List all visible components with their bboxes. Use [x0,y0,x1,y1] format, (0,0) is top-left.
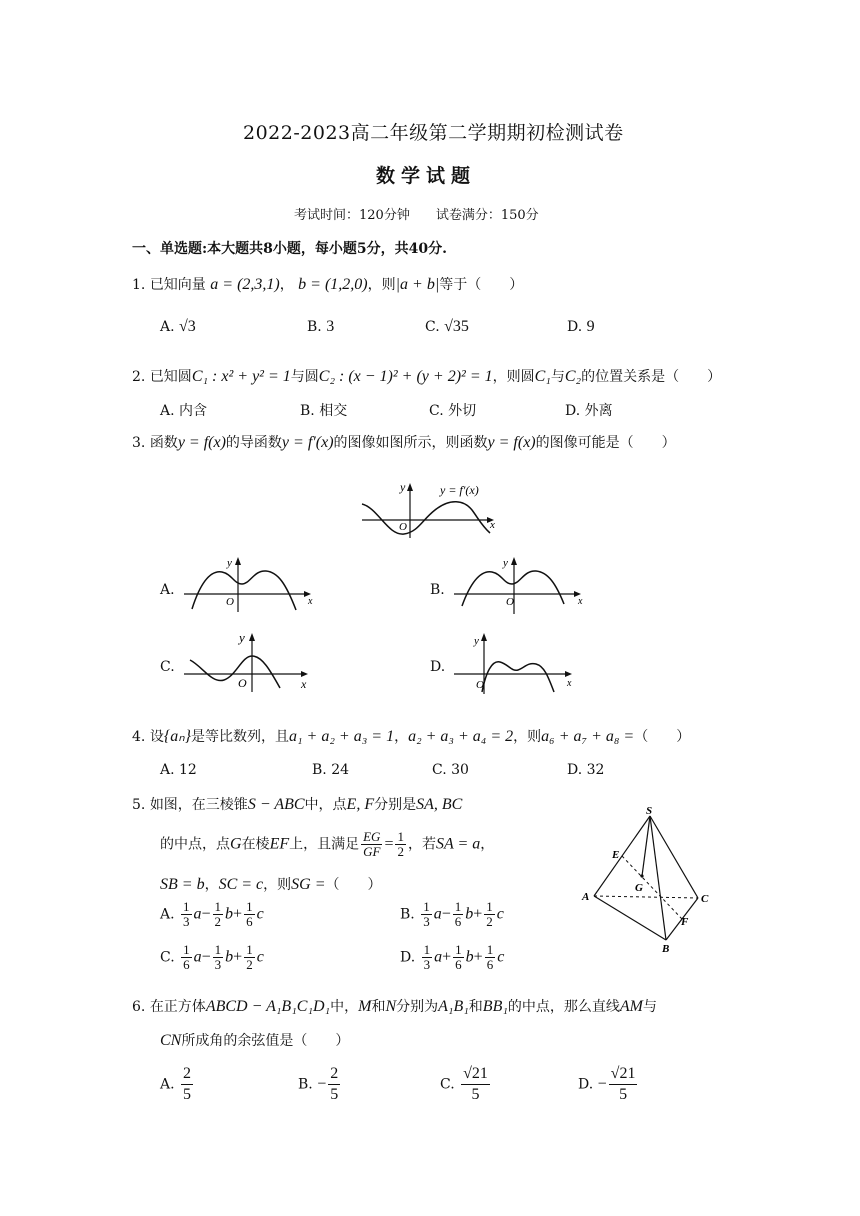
fraction-numerator: √21 [609,1064,638,1085]
option-a [160,1064,195,1105]
axis-y-label: y [474,635,479,647]
fraction-denominator: 2 [397,844,404,859]
option-value: 内含 [179,403,208,419]
math-expression: S − ABC [247,796,305,813]
math-expression: SB = b [160,876,205,893]
vector-variable: c [256,948,264,966]
math-expression: a₁ + a₂ + a₃ = 1 [288,728,395,745]
page-subtitle: 数学试题 [376,165,477,187]
option-label: C. [440,1076,455,1093]
option-a: A. [160,582,175,598]
option-value: 外离 [584,403,613,419]
question-text: 与 [550,369,565,385]
option-value: 相交 [319,403,348,419]
fraction [213,900,224,929]
fraction [181,1064,193,1105]
axis-x-label: x [301,677,307,691]
question-number: 1. [132,277,146,293]
option-d [567,762,604,778]
section-heading: 一、单选题:本大题共8小题，每小题5分，共40分. [132,241,448,257]
axis-x-label: x [490,519,495,531]
graph-label: y = f′(x) [440,483,479,497]
axis-y-label: y [503,557,508,569]
fraction-numerator: 1 [214,942,222,957]
question-3 [132,432,676,452]
math-operator: − [201,905,211,923]
option-c-graph [182,630,322,694]
option-label: A. [160,906,175,923]
question-text: ， [204,877,219,893]
option-b-graph [452,556,592,616]
option-b [400,900,504,929]
option-label: A. [160,1076,175,1093]
fraction-numerator: 2 [328,1064,340,1085]
question-text: 的中点，点 [160,836,230,853]
option-d [578,1064,639,1105]
question-text: 在正方体 [149,999,206,1015]
option-value: 24 [331,762,350,778]
option-label: C. [429,403,444,419]
question-1 [132,274,523,294]
y-axis-arrow-icon [249,633,255,641]
option-label: B. [312,762,327,778]
option-a [160,400,207,420]
question-text: ， [480,836,495,853]
fraction-numerator: √21 [461,1064,490,1085]
math-operator: − [441,905,451,923]
y-axis-arrow-icon [481,633,487,641]
fraction-numerator: 1 [246,899,253,914]
math-expression: y = f(x) [177,434,226,451]
option-c [160,943,264,972]
math-expression: y = f(x) [487,434,536,451]
question-text: 上，且满足 [289,836,360,853]
question-text: 和 [468,999,483,1015]
edge-sb [650,816,666,940]
option-value: 3 [326,318,335,335]
fraction-denominator: 5 [471,1086,480,1103]
fraction [453,900,464,929]
question-text: 等于（ ） [439,277,524,293]
vector-variable: c [496,905,504,923]
math-operator: + [233,948,243,966]
fraction-denominator: 3 [423,914,430,929]
option-label: D. [567,319,583,335]
option-label: C. [432,762,447,778]
vector-variable: b [225,905,234,923]
math-symbol: C₁ [534,368,551,385]
question-text: 在棱 [241,836,270,853]
question-text: 的中点，那么直线 [507,999,620,1015]
option-label: C. [425,319,440,335]
function-curve [482,662,554,692]
option-label: B. [300,403,315,419]
fraction-denominator: 3 [183,914,190,929]
fraction-numerator: EG [363,829,381,844]
fraction [213,943,224,972]
math-symbol: = [384,835,394,853]
option-c [432,762,469,778]
math-expression: SA = a [435,835,481,853]
option-b [307,318,334,336]
question-text: ， [394,729,409,745]
label-f: F [681,916,689,928]
option-a-graph [182,554,322,614]
option-d [565,400,613,420]
fraction-denominator: 6 [486,957,494,972]
math-expression: CN [160,1032,182,1049]
fraction [453,943,464,972]
fraction [328,1064,340,1105]
question-text: ，若 [407,836,436,853]
question-text: 中， [330,999,359,1015]
origin-label: O [226,596,234,608]
circle-c1-equation: C₁ : x² + y² = 1 [191,368,291,385]
option-a [160,762,197,778]
fraction [422,943,433,972]
question-text: 设 [149,729,164,745]
label-a: A [582,891,590,903]
fraction [461,1064,490,1105]
fraction [244,943,255,972]
math-expression: SG = [291,876,326,893]
exam-info: 考试时间：120分钟 试卷满分：150分 [294,208,539,223]
option-a [160,318,196,336]
question-text: 和 [371,999,386,1015]
option-c: C. [160,659,175,675]
question-number: 6. [132,999,146,1015]
math-operator: + [442,948,452,966]
math-expression: a₆ + a₇ + a₈ = [541,728,635,745]
option-b [300,400,347,420]
label-s: S [646,805,653,817]
option-label: B. [298,1076,313,1093]
option-label: D. [400,949,416,966]
origin-label: O [476,679,484,691]
option-value: 9 [586,318,595,335]
question-text: 与圆 [290,369,319,385]
y-axis-arrow-icon [407,483,413,491]
derivative-curve [362,502,490,534]
fraction-numerator: 1 [455,942,462,957]
math-expression: AM [619,998,644,1015]
x-axis-arrow-icon [565,671,572,677]
vector-variable: a [433,905,442,923]
axis-y-label: y [239,630,245,645]
fraction-numerator: 1 [486,899,493,914]
origin-label: O [399,521,407,533]
vector-variable: b [465,948,474,966]
math-expression: N [385,998,397,1015]
axis-y-label: y [400,480,406,494]
math-operator: − [317,1075,327,1093]
fraction-numerator: 1 [183,942,190,957]
origin-label: O [506,596,514,608]
option-label: A. [160,319,175,335]
question-text: 是等比数列，且 [190,729,289,745]
fraction [181,900,192,929]
option-value: √35 [444,318,469,335]
math-expression: BB₁ [482,998,508,1015]
label-c: C [701,893,709,905]
option-d [567,318,595,336]
fraction-numerator: 1 [214,899,222,914]
question-5-line-3 [160,874,382,894]
math-operator: − [201,948,211,966]
option-value: 30 [451,762,469,778]
fraction [484,900,495,929]
math-expression: {aₙ} [163,728,191,745]
fraction [485,943,496,972]
fraction-denominator: 5 [183,1086,192,1103]
fraction-denominator: 6 [455,957,462,972]
question-text: （ ） [325,877,382,893]
option-b: B. [430,582,445,598]
option-label: A. [160,762,175,778]
question-text: ，则圆 [492,369,535,385]
option-d [400,943,504,972]
option-value: 12 [179,762,197,778]
question-text: （ ） [634,729,691,745]
question-text: 分别为 [396,999,439,1015]
fraction-denominator: 3 [423,957,431,972]
origin-label: O [238,676,247,690]
question-text: ，则 [263,877,292,893]
question-2 [132,366,721,386]
question-text: 已知圆 [149,369,192,385]
question-text: 的图像可能是（ ） [535,435,676,451]
edge-ac-hidden [594,896,698,898]
math-operator: + [233,905,243,923]
question-number: 5. [132,797,146,813]
question-text: 分别是 [374,797,417,813]
axis-y-label: y [227,557,232,569]
option-b [312,762,349,778]
fraction-denominator: 2 [486,914,493,929]
question-text: 函数 [149,435,178,451]
option-value: 32 [586,762,605,778]
label-b: B [662,943,670,954]
fraction [421,900,432,929]
fraction-denominator: 5 [619,1086,628,1103]
edge-sc [650,816,698,898]
fraction-denominator: 3 [214,957,222,972]
fraction [181,943,192,972]
fraction-denominator: 6 [246,914,253,929]
vector-variable: a [193,948,202,966]
question-6-line-2 [160,1030,349,1050]
math-expression: SC = c [218,876,264,893]
tetrahedron-figure [578,804,718,954]
fraction-numerator: 1 [423,942,431,957]
vector-b: b = (1,2,0) [298,276,368,293]
fraction-numerator: 2 [181,1064,193,1085]
option-label: D. [565,403,581,419]
option-label: D. [578,1076,594,1093]
option-value: 外切 [448,403,477,419]
math-expression: a₂ + a₃ + a₄ = 2 [408,728,514,745]
option-label: D. [567,762,583,778]
question-text: ，则 [513,729,542,745]
question-text: 中，点 [304,797,347,813]
question-number: 2. [132,369,146,385]
page-title: 2022-2023高二年级第二学期期初检测试卷 [243,122,624,144]
y-axis-arrow-icon [511,557,517,565]
math-expression: M [358,998,372,1015]
vector-variable: c [256,905,264,923]
option-label: C. [160,949,175,966]
option-b [298,1064,342,1105]
math-expression: y = f′(x) [281,434,334,451]
fraction-denominator: 2 [246,957,253,972]
label-e: E [612,849,620,861]
fraction-numerator: 1 [486,942,494,957]
fraction-numerator: 1 [246,942,253,957]
option-label: B. [400,906,415,923]
question-text: 的导函数 [225,435,282,451]
question-6 [132,996,657,1016]
math-expression: EF [269,835,290,853]
option-label: A. [160,403,175,419]
fraction-denominator: 5 [330,1086,339,1103]
label-g: G [635,882,643,894]
question-4 [132,726,690,746]
option-c [425,318,469,336]
question-text: 所成角的余弦值是（ ） [181,1033,350,1049]
question-number: 3. [132,435,146,451]
option-d: D. [430,659,446,675]
derivative-graph [360,478,500,540]
fraction [244,900,255,929]
option-d-graph [452,632,582,696]
math-expression: G [230,835,242,853]
option-c [429,400,476,420]
math-expression: SA, BC [416,796,463,813]
function-curve [192,571,296,610]
fraction-numerator: 1 [183,899,190,914]
abs-expression: |a + b| [395,276,440,293]
axis-x-label: x [578,596,583,607]
point-g [640,874,643,877]
question-text: 如图，在三棱锥 [149,797,248,813]
question-text: 与 [643,999,658,1015]
vector-variable: b [465,905,474,923]
segment-ef [622,856,682,919]
fraction [395,830,406,859]
question-text: 的位置关系是（ ） [581,369,722,385]
question-text: ，则 [367,277,396,293]
edge-ab [594,896,666,940]
fraction [609,1064,638,1105]
vector-variable: a [193,905,202,923]
vector-variable: c [497,948,505,966]
fraction-numerator: 1 [454,899,462,914]
axis-x-label: x [567,678,572,689]
math-operator: + [473,905,483,923]
math-expression: A₁B₁ [438,998,469,1015]
question-text: 的图像如图所示，则函数 [333,435,488,451]
option-label: B. [307,319,322,335]
fraction-numerator: 1 [397,829,404,844]
question-5-line-2 [160,830,494,859]
question-number: 4. [132,729,146,745]
vector-variable: b [225,948,234,966]
math-expression: ABCD − A₁B₁C₁D₁ [205,998,331,1015]
fraction-denominator: 2 [214,914,222,929]
circle-c2-equation: C₂ : (x − 1)² + (y + 2)² = 1 [318,368,493,385]
fraction [361,830,382,859]
option-a [160,900,264,929]
math-operator: + [473,948,483,966]
function-curve [190,656,280,688]
vector-a: a = (2,3,1) [210,276,280,293]
question-5 [132,794,462,814]
math-operator: − [597,1075,607,1093]
fraction-denominator: GF [363,844,381,859]
fraction-numerator: 1 [423,899,430,914]
fraction-denominator: 6 [454,914,462,929]
question-text: 已知向量 [149,277,206,293]
question-text: ， [279,277,294,293]
fraction-denominator: 6 [183,957,190,972]
option-c [440,1064,492,1105]
axis-x-label: x [308,596,313,607]
y-axis-arrow-icon [235,557,241,565]
vector-variable: a [434,948,443,966]
option-value: √3 [179,318,196,335]
math-expression: E, F [346,796,375,813]
math-symbol: C₂ [564,368,582,385]
